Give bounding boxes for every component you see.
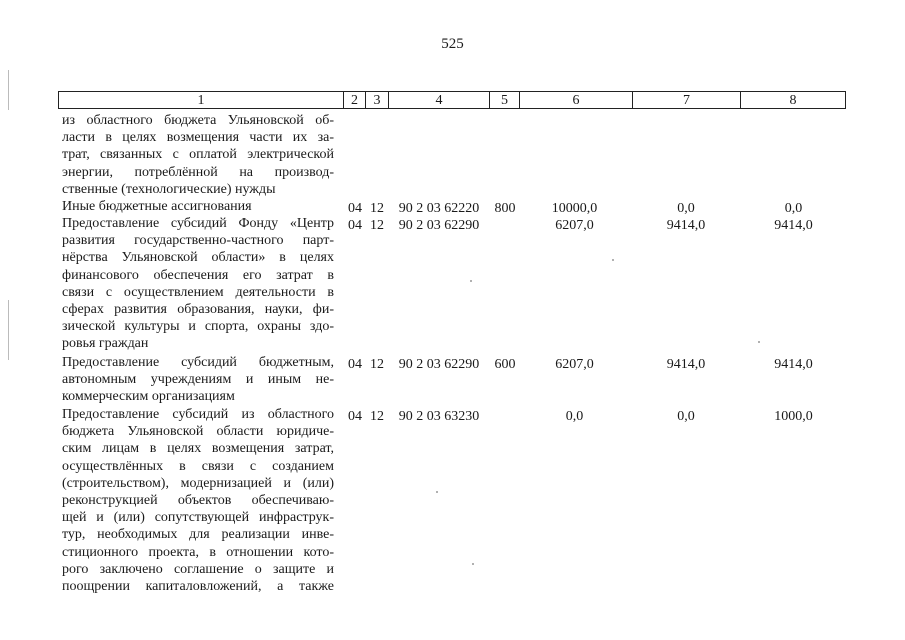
cell-subsection: 12 [370,409,384,424]
cell-amount-8: 1000,0 [774,409,813,424]
cell-expense-type: 800 [494,201,516,216]
scan-speck [436,491,438,493]
cell-target-code: 90 2 03 62290 [398,218,480,233]
cell-amount-7: 9414,0 [666,218,706,233]
header-col-4: 4 [388,92,489,108]
cell-target-code: 90 2 03 63230 [398,409,480,424]
desc-line: ственные (технологические) нужды [62,181,276,197]
scan-edge-mark [8,300,9,360]
desc-line: ласти в целях возмещения части их за- [62,130,334,146]
desc-line: тур, необходимых для реализации инве- [62,527,334,543]
header-col-8: 8 [740,92,845,108]
desc-line: из областного бюджета Ульяновской об- [62,113,334,128]
scan-speck [612,259,614,261]
desc-line: реконструкцией объектов обеспечиваю- [62,493,334,509]
scan-speck [758,341,760,343]
desc-line: ским лицам в целях возмещения затрат, [62,441,334,457]
table-row-desc [62,354,334,406]
cell-target-code: 90 2 03 62220 [398,201,480,216]
header-col-2: 2 [343,92,365,108]
cell-section: 04 [348,357,362,372]
cell-amount-8: 9414,0 [774,357,813,372]
cell-amount-6: 6207,0 [555,218,594,233]
desc-line: зической культуры и спорта, охраны здо- [62,319,334,335]
table-row-desc [62,198,334,215]
table-header [58,91,846,109]
desc-line: нёрства Ульяновской области» в целях [62,250,334,266]
cell-section: 04 [348,218,362,233]
desc-line: Предоставление субсидий бюджетным, [62,355,334,370]
page-number: 525 [441,36,464,52]
desc-line: поощрении капиталовложений, а также [62,579,334,595]
desc-line: автономным учреждениям и иным не- [62,372,334,388]
desc-line: трат, связанных с оплатой электрической [62,147,334,163]
header-col-6: 6 [519,92,632,108]
desc-line: рого заключено соглашение о защите и [62,561,334,577]
desc-line: сферах развития образования, науки, фи- [62,302,334,318]
desc-line: энергии, потреблённой на производ- [62,164,334,180]
desc-line: бюджета Ульяновской области юридиче- [62,424,334,440]
desc-line: Предоставление субсидий Фонду «Центр [62,216,334,231]
desc-line: связи с осуществлением деятельности в [62,284,334,300]
cell-subsection: 12 [370,357,384,372]
scan-edge-mark [8,70,9,110]
cell-amount-6: 0,0 [565,409,584,424]
cell-target-code: 90 2 03 62290 [398,357,480,372]
desc-line: Иные бюджетные ассигнования [62,199,252,214]
cell-amount-7: 0,0 [677,409,695,424]
desc-line: ровья граждан [62,336,149,352]
scan-speck [470,280,472,282]
desc-line: осуществлённых в связи с созданием [62,458,334,474]
cell-section: 04 [348,201,362,216]
header-col-3: 3 [365,92,388,108]
desc-line: стиционного проекта, в отношении кото- [62,544,334,560]
table-row-desc [62,112,334,198]
desc-line: щей и (или) сопутствующей инфраструк- [62,510,334,526]
header-col-1: 1 [197,93,205,108]
cell-section: 04 [348,409,362,424]
cell-expense-type: 600 [494,357,516,372]
desc-line: Предоставление субсидий из областного [62,407,334,422]
cell-subsection: 12 [370,218,384,233]
header-col-7: 7 [632,92,740,108]
cell-amount-8: 9414,0 [774,218,813,233]
desc-line: (строительством), модернизацией и (или) [62,475,334,491]
scan-speck [472,563,474,565]
cell-amount-6: 6207,0 [555,357,594,372]
table-row-desc [62,215,334,353]
cell-amount-7: 9414,0 [666,357,706,372]
desc-line: коммерческим организациям [62,389,235,405]
cell-amount-8: 0,0 [784,201,803,216]
desc-line: развития государственно-частного парт- [62,233,334,249]
cell-subsection: 12 [370,201,384,216]
cell-amount-6: 10000,0 [551,201,598,216]
table-row-desc [62,406,334,595]
header-col-5: 5 [489,92,519,108]
desc-line: финансового обеспечения его затрат в [62,267,334,283]
cell-amount-7: 0,0 [677,201,695,216]
